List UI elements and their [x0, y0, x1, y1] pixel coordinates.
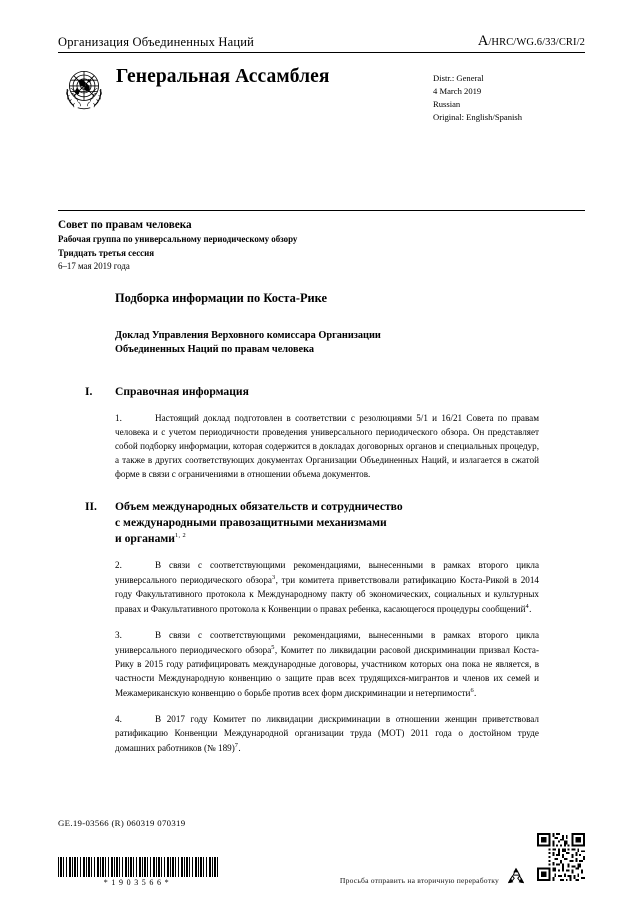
document-content	[85, 290, 539, 768]
paragraph-1	[115, 412, 539, 482]
section-title-2-line3	[115, 531, 539, 547]
paragraph-3	[115, 629, 539, 701]
section-heading-2	[85, 499, 539, 547]
paragraph-number-2: 2.	[115, 560, 122, 571]
section-heading-1	[85, 384, 539, 400]
barcode-label: *1903566*	[103, 878, 173, 887]
section-title-2-line2: с международными правозащитными механизмами	[115, 516, 387, 530]
paragraph-2-footnote-a: 3	[271, 574, 276, 582]
distribution-date: 4 March 2019	[433, 86, 482, 96]
distribution-language: Russian	[433, 99, 461, 110]
qr-code-icon	[537, 833, 585, 881]
page-title: Подборка информации по Коста-Рике	[115, 291, 328, 305]
section-title-1: Справочная информация	[115, 384, 249, 398]
masthead-rule	[58, 52, 585, 53]
session-dates: 6–17 мая 2019 года	[58, 261, 130, 272]
document-symbol	[478, 34, 585, 50]
paragraph-text-1: Настоящий доклад подготовлен в соответствии с резолюциями 5/1 и 16/21 Совета по правам человека и с учетом периодичности проведения универсального периодического обзора. Он представляет собой подборку информации, которая содержится в докладах договорных органов и специальных процедур, а также в других соответствующих документах Организации Объединенных Наций, и излагается в сжатой форме в связи с ограничениями в отношении объема документов.	[115, 412, 539, 479]
masthead-body	[58, 60, 585, 124]
working-group-name: Рабочая группа по универсальному периодическому обзору	[58, 234, 298, 245]
paragraph-2	[115, 559, 539, 617]
report-subtitle-line1: Доклад Управления Верховного комиссара Организации	[115, 329, 381, 341]
paragraph-text-3c: .	[474, 687, 477, 698]
paragraph-text-2b: , три комитета приветствовали ратификацию Коста-Рикой в 2014 году Факультативного протокола к Международному пакту об экономических, социальных и культурных правах и Факультативного протокола к Конвенции о правах ребенка, касающегося процедуры сообщений	[115, 575, 539, 615]
paragraph-number-4: 4.	[115, 713, 122, 724]
paragraph-text-4b: .	[238, 742, 241, 753]
job-number: GE.19-03566 (R) 060319 070319	[58, 818, 186, 828]
document-symbol-prefix: A	[477, 33, 489, 49]
barcode-icon	[58, 857, 218, 877]
footer-row	[58, 833, 585, 887]
page-footer	[58, 818, 585, 887]
paragraph-3-footnote-a: 5	[271, 644, 275, 652]
session-number: Тридцать третья сессия	[58, 247, 155, 258]
section-numeral-2: II.	[85, 500, 97, 514]
paragraph-text-3a: В связи с соответствующими рекомендациями, вынесенными в рамках второго цикла универсального периодического обзора	[115, 630, 539, 656]
paragraph-text-2a: В связи с соответствующими рекомендациями, вынесенными в рамках второго цикла универсального периодического обзора	[115, 560, 539, 586]
general-assembly-title: Генеральная Ассамблея	[116, 65, 330, 87]
document-symbol-rest: /HRC/WG.6/33/CRI/2	[488, 37, 585, 48]
distribution-type: Distr.: General	[433, 72, 484, 83]
section-divider-rule	[58, 210, 585, 211]
paragraph-3-footnote-b: 6	[470, 686, 475, 694]
report-subtitle	[115, 329, 539, 358]
body-title-cell	[116, 60, 433, 88]
organization-name: Организация Объединенных Наций	[58, 35, 255, 50]
barcode-block	[58, 857, 218, 887]
section-title-2	[115, 499, 539, 547]
section-numeral-1: I.	[85, 384, 93, 398]
paragraph-text-4a: В 2017 году Комитет по ликвидации дискриминации в отношении женщин приветствовал ратификацию Конвенции Международной организации труда (МОТ) 2011 года о достойном труде домашних работников (№ 189)	[115, 713, 539, 753]
section-footnote-markers: 1, 2	[174, 532, 187, 540]
recycle-block	[218, 867, 537, 887]
emblem-cell	[58, 60, 116, 119]
distribution-original: Original: English/Spanish	[433, 112, 523, 123]
qr-block	[537, 833, 585, 887]
council-name: Совет по правам человека	[58, 219, 192, 231]
paragraph-text-3b: , Комитет по ликвидации расовой дискриминации призвал Коста-Рику в 2015 году ратифицировать международные договоры, участником которых она пока не является, в частности Международную конвенцию о защите прав всех трудящихся-мигрантов и членов их семей и Межамериканскую конвенцию о борьбе против всех форм дискриминации и нетерпимости	[115, 645, 539, 698]
paragraph-4-footnote-a: 7	[234, 741, 239, 749]
report-subtitle-line2: Объединенных Наций по правам человека	[115, 344, 315, 356]
council-block	[58, 218, 518, 274]
section-title-2-line3-text: и органами	[115, 532, 175, 546]
distribution-block	[433, 60, 585, 124]
paragraph-4	[115, 713, 539, 756]
recycle-note: Просьба отправить на вторичную переработку	[339, 876, 499, 885]
paragraph-2-footnote-b: 4	[525, 603, 530, 611]
masthead-top-row	[58, 34, 585, 52]
section-title-2-line1: Объем международных обязательств и сотрудничество	[115, 500, 403, 514]
paragraph-text-2c: .	[529, 604, 532, 615]
paragraph-number-3: 3.	[115, 630, 122, 641]
un-emblem-icon	[58, 62, 110, 114]
recycle-icon	[505, 867, 527, 885]
paragraph-number-1: 1.	[115, 412, 122, 423]
masthead	[58, 34, 585, 124]
